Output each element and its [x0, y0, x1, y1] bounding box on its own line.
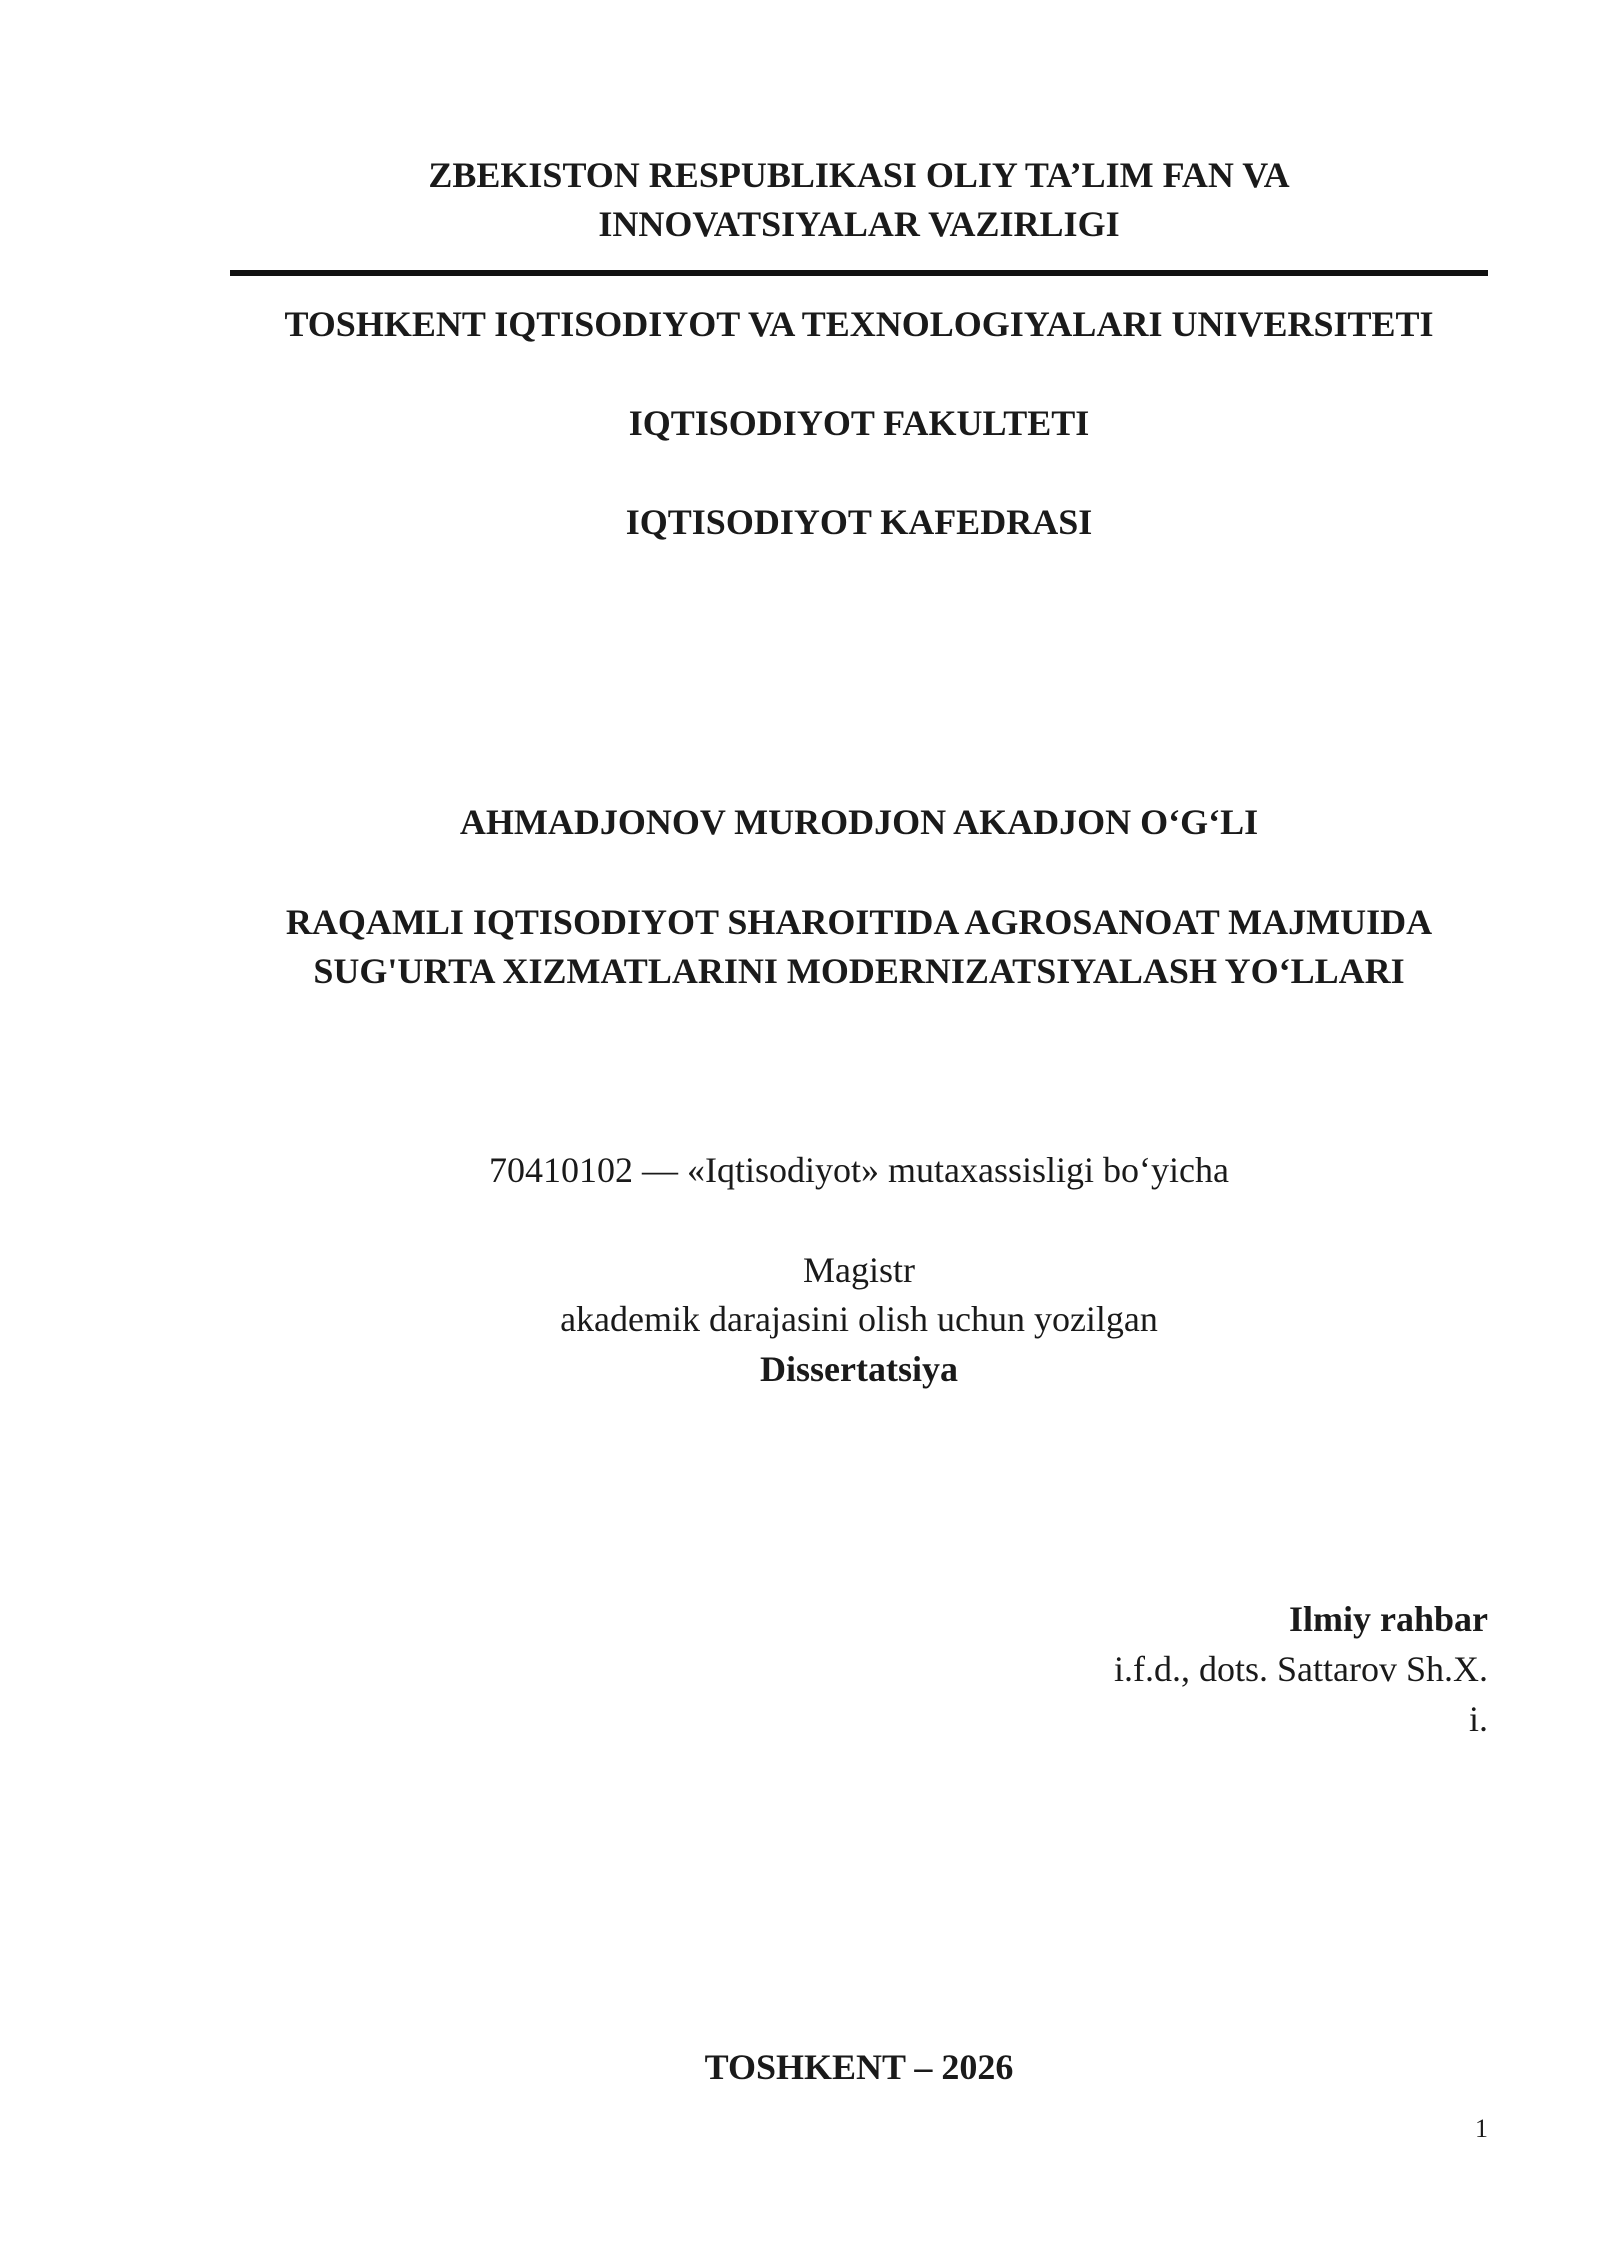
supervisor-extra: i.	[1468, 1699, 1488, 1739]
faculty-name: IQTISODIYOT FAKULTETI	[628, 403, 1090, 443]
specialty-line: 70410102 — «Iqtisodiyot» mutaxassisligi bo‘yicha	[489, 1150, 1229, 1190]
degree-line-1: Magistr	[803, 1250, 915, 1290]
degree-line-2: akademik darajasini olish uchun yozilgan	[560, 1299, 1158, 1339]
degree-line-3: Dissertatsiya	[760, 1349, 958, 1389]
department-name: IQTISODIYOT KAFEDRASI	[625, 502, 1093, 542]
ministry-line-2: INNOVATSIYALAR VAZIRLIGI	[598, 204, 1120, 244]
university-name: TOSHKENT IQTISODIYOT VA TEXNOLOGIYALARI UNIVERSITETI	[284, 304, 1434, 344]
supervisor-name: i.f.d., dots. Sattarov Sh.X.	[1114, 1649, 1488, 1689]
ministry-line-1: ZBEKISTON RESPUBLIKASI OLIY TA’LIM FAN VA	[428, 155, 1290, 195]
supervisor-label: Ilmiy rahbar	[1288, 1599, 1488, 1639]
thesis-title-line-2: SUG'URTA XIZMATLARINI MODERNIZATSIYALASH YO‘LLARI	[313, 951, 1405, 991]
author-name: AHMADJONOV MURODJON AKADJON O‘G‘LI	[459, 802, 1259, 842]
thesis-title-line-1: RAQAMLI IQTISODIYOT SHAROITIDA AGROSANOAT MAJMUIDA	[285, 902, 1433, 942]
page-number: 1	[1475, 2114, 1488, 2143]
header-divider	[230, 270, 1488, 276]
city-year: TOSHKENT – 2026	[704, 2047, 1014, 2087]
